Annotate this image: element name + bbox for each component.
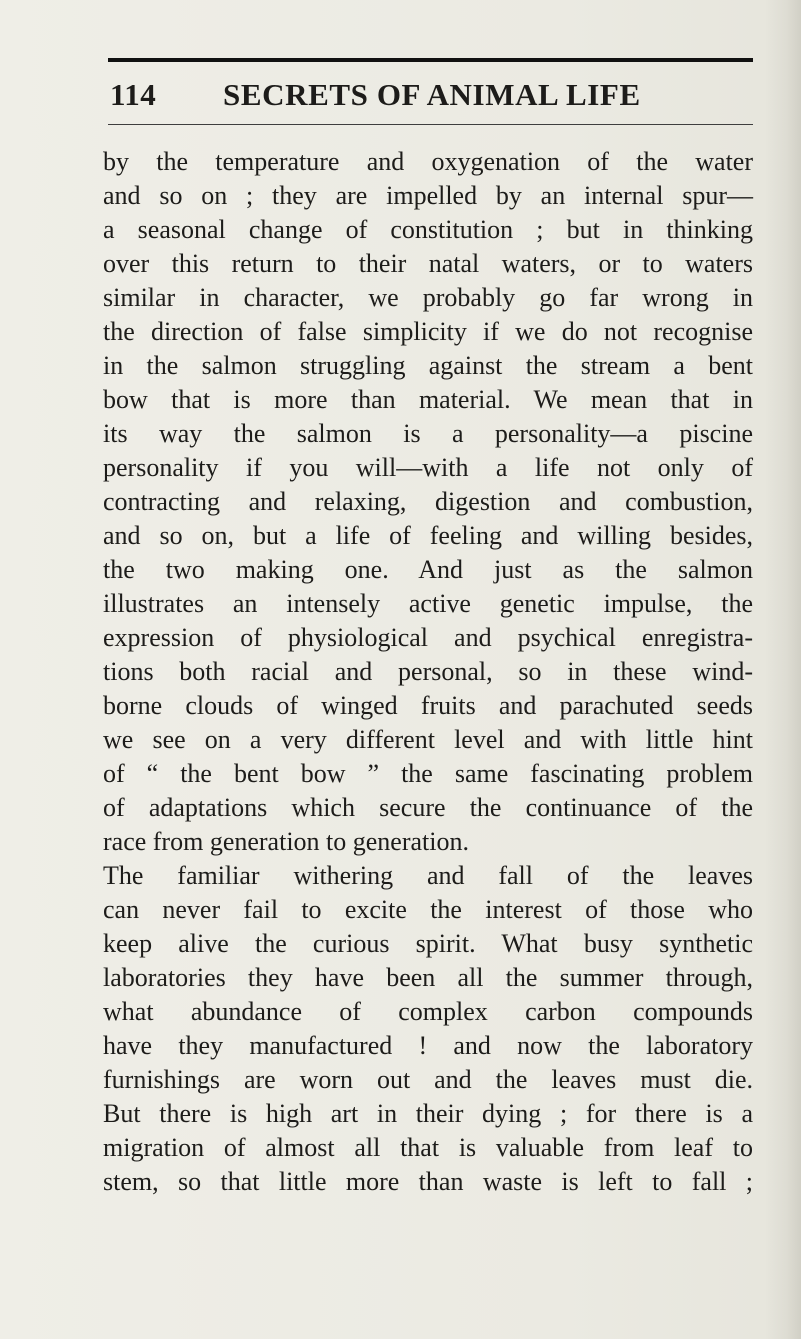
text-line: keep alive the curious spirit. What busy synthetic	[103, 929, 753, 958]
page-number: 114	[110, 77, 157, 112]
text-line: and so on ; they are impelled by an internal spur—	[103, 181, 753, 210]
text-line: by the temperature and oxygenation of the water	[103, 147, 753, 176]
text-line: of adaptations which secure the continuance of the	[103, 793, 753, 822]
text-line: over this return to their natal waters, or to waters	[103, 249, 753, 278]
body-text	[103, 145, 753, 1199]
text-line: the direction of false simplicity if we do not recognise	[103, 317, 753, 346]
header-top-rule	[108, 58, 753, 62]
text-line: we see on a very different level and with little hint	[103, 725, 753, 754]
text-line: can never fail to excite the interest of those who	[103, 895, 753, 924]
text-line: tions both racial and personal, so in these wind-	[103, 657, 753, 686]
text-line: in the salmon struggling against the stream a bent	[103, 351, 753, 380]
running-title: SECRETS OF ANIMAL LIFE	[223, 77, 641, 112]
text-line: The familiar withering and fall of the leaves	[103, 861, 753, 890]
text-line: migration of almost all that is valuable from leaf to	[103, 1133, 753, 1162]
text-line: its way the salmon is a personality—a piscine	[103, 419, 753, 448]
text-line: what abundance of complex carbon compounds	[103, 997, 753, 1026]
text-line: illustrates an intensely active genetic impulse, the	[103, 589, 753, 618]
page-edge-shadow	[765, 0, 801, 1339]
header-bottom-rule	[108, 124, 753, 125]
text-line: have they manufactured ! and now the laboratory	[103, 1031, 753, 1060]
text-line: a seasonal change of constitution ; but in thinking	[103, 215, 753, 244]
text-line: stem, so that little more than waste is left to fall ;	[103, 1167, 753, 1196]
text-line: borne clouds of winged fruits and parachuted seeds	[103, 691, 753, 720]
text-line: of “ the bent bow ” the same fascinating problem	[103, 759, 753, 788]
text-line: furnishings are worn out and the leaves must die.	[103, 1065, 753, 1094]
text-line: similar in character, we probably go far wrong in	[103, 283, 753, 312]
text-line: laboratories they have been all the summer through,	[103, 963, 753, 992]
text-line: personality if you will—with a life not only of	[103, 453, 753, 482]
text-line: contracting and relaxing, digestion and combustion,	[103, 487, 753, 516]
text-line: But there is high art in their dying ; for there is a	[103, 1099, 753, 1128]
text-line: the two making one. And just as the salmon	[103, 555, 753, 584]
text-line: and so on, but a life of feeling and willing besides,	[103, 521, 753, 550]
text-line: race from generation to generation.	[103, 827, 469, 856]
text-line: expression of physiological and psychical enregistra-	[103, 623, 753, 652]
text-line: bow that is more than material. We mean that in	[103, 385, 753, 414]
